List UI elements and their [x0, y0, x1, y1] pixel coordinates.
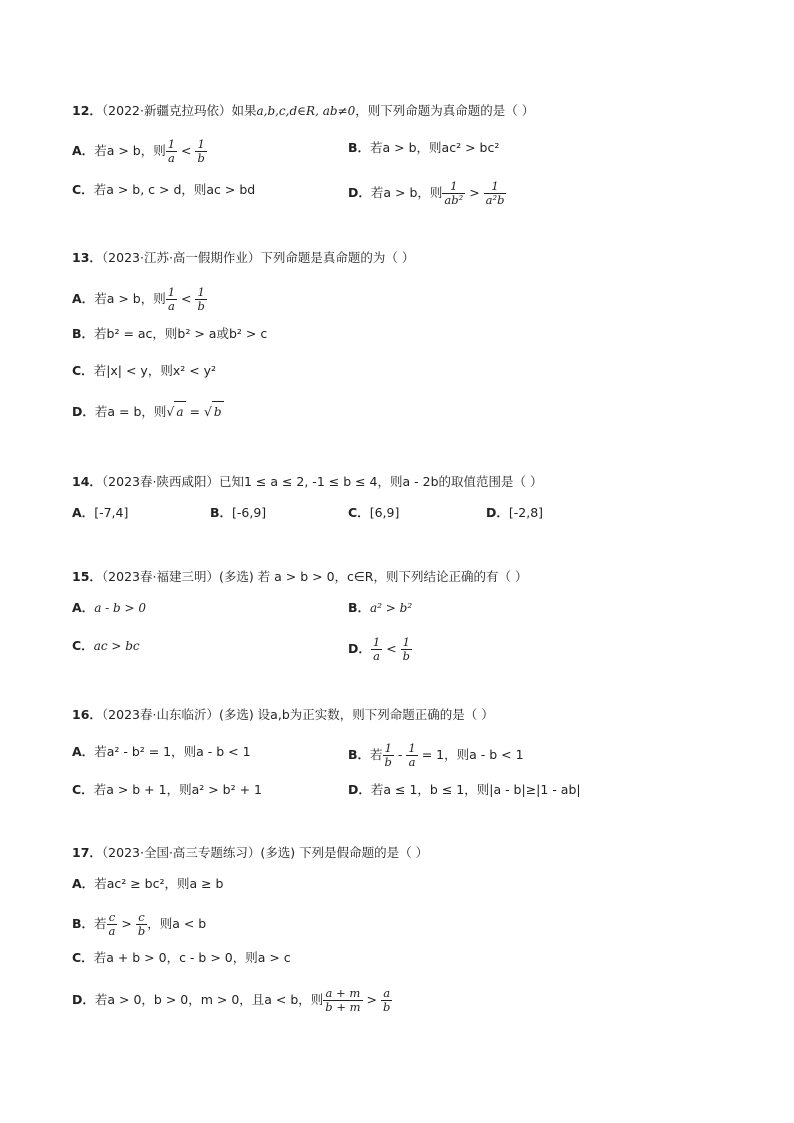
option-d[interactable]: [486, 503, 543, 523]
question-number: 14: [72, 474, 90, 489]
fraction: $\frac{1}{b}$: [384, 741, 392, 769]
option-label: C．: [72, 782, 94, 797]
option-c[interactable]: [72, 948, 291, 968]
option-text-tail: ，则a < b: [147, 916, 207, 931]
option-label: B．: [348, 600, 371, 615]
fraction: $\frac{a + m}{b + m}$: [325, 986, 361, 1014]
option-text: 若: [370, 747, 383, 762]
option-label: C．: [72, 950, 94, 965]
option-d[interactable]: [348, 180, 506, 207]
option-text: [-2,8]: [508, 505, 544, 520]
fraction: $\frac{1}{\text{a²b}}$: [485, 179, 505, 207]
option-text: 若a > b，则: [370, 185, 443, 200]
question-13: 13．（2023·江苏·高一假期作业）下列命题是真命题的为（ ）: [72, 250, 415, 265]
question-stem-tail: ，则下列命题为真命题的是（ ）: [355, 103, 535, 118]
option-c[interactable]: [72, 780, 262, 800]
fraction: $\frac{1}{a}$: [372, 635, 381, 663]
option-label: A．: [72, 600, 95, 615]
fraction: $\frac{1}{a}$: [167, 137, 176, 165]
question-stem: （2023春·山东临沂）(多选) 设a,b为正实数，则下列命题正确的是（ ）: [101, 707, 494, 722]
question-stem: （2023春·陕西咸阳）已知1 ≤ a ≤ 2, -1 ≤ b ≤ 4，则a - 2b的取值范围是（ ）: [101, 474, 543, 489]
question-number: 15: [72, 569, 90, 584]
relation: >: [362, 992, 381, 1007]
option-text: 若|x| < y，则x² < y²: [93, 363, 217, 378]
option-label: A．: [72, 291, 95, 306]
option-label: C．: [348, 505, 370, 520]
fraction: $\frac{1}{b}$: [402, 635, 411, 663]
option-b[interactable]: [348, 742, 524, 769]
relation: -: [393, 747, 407, 762]
relation: =: [185, 404, 204, 419]
option-c[interactable]: [72, 636, 140, 656]
option-text: 若a > b，则: [94, 291, 166, 306]
option-label: B．: [72, 916, 95, 931]
option-a[interactable]: [72, 503, 128, 523]
option-a[interactable]: [72, 598, 146, 618]
option-text: 若a + b > 0，c - b > 0，则a > c: [93, 950, 291, 965]
option-text: 若ac² ≥ bc²，则a ≥ b: [94, 876, 224, 891]
option-text: 若a > b，则: [94, 143, 166, 158]
question-number: 17: [72, 845, 90, 860]
question-number: 12: [72, 103, 90, 118]
option-label: B．: [348, 140, 371, 155]
option-d[interactable]: D．若a = b，则√ a = √ b: [72, 401, 224, 422]
fraction: $\frac{a}{b}$: [382, 986, 391, 1014]
option-text-tail: = 1，则a - b < 1: [417, 747, 524, 762]
option-b[interactable]: [72, 911, 206, 938]
question-stem: （2023·江苏·高一假期作业）下列命题是真命题的为（ ）: [101, 250, 415, 265]
option-text: 若a = b，则: [94, 404, 167, 419]
option-text: a - b > 0: [94, 601, 147, 615]
option-b[interactable]: [210, 503, 266, 523]
question-17: 17．（2023·全国·高三专题练习）(多选) 下列是假命题的是（ ）: [72, 845, 429, 860]
fraction: $\frac{1}{b}$: [197, 285, 205, 313]
question-number: 16: [72, 707, 90, 722]
option-label: D．: [486, 505, 509, 520]
option-b[interactable]: [348, 138, 499, 158]
option-text: [-7,4]: [94, 505, 129, 520]
option-text: a² > b²: [370, 601, 413, 615]
option-text: 若b² = ac，则b² > a或b² > c: [94, 326, 268, 341]
option-label: A．: [72, 143, 95, 158]
question-14: 14．（2023春·陕西咸阳）已知1 ≤ a ≤ 2, -1 ≤ b ≤ 4，则a - 2b的取值范围是（ ）: [72, 474, 543, 489]
option-label: D．: [348, 641, 371, 656]
fraction: $\frac{1}{a}$: [167, 285, 176, 313]
option-label: C．: [72, 638, 94, 653]
option-text: 若a > b + 1，则a² > b² + 1: [93, 782, 262, 797]
option-a[interactable]: [72, 742, 251, 762]
option-text: 若: [94, 916, 107, 931]
option-text: 若a > b, c > d，则ac > bd: [93, 182, 256, 197]
option-label: D．: [72, 992, 95, 1007]
option-label: B．: [348, 747, 371, 762]
question-16: 16．（2023春·山东临沂）(多选) 设a,b为正实数，则下列命题正确的是（ ）: [72, 707, 494, 722]
question-12: 12．（2022·新疆克拉玛依）如果a,b,c,d∈R, ab≠0，则下列命题为真命题的是（ ）: [72, 103, 535, 118]
option-label: C．: [72, 182, 94, 197]
option-d[interactable]: [348, 636, 412, 663]
question-stem: （2023·全国·高三专题练习）(多选) 下列是假命题的是（ ）: [101, 845, 429, 860]
option-b[interactable]: [348, 598, 412, 618]
question-stem: （2023春·福建三明）(多选) 若 a > b > 0，c∈R，则下列结论正确的有（ ）: [101, 569, 528, 584]
fraction: $\frac{1}{b}$: [197, 137, 205, 165]
option-label: A．: [72, 744, 95, 759]
option-text: [6,9]: [369, 505, 400, 520]
option-d[interactable]: [348, 780, 581, 800]
fraction: $\frac{1}{\text{ab²}}$: [444, 179, 464, 207]
relation: >: [117, 916, 136, 931]
option-text: 若a² - b² = 1，则a - b < 1: [94, 744, 251, 759]
fraction: $\frac{1}{a}$: [408, 741, 416, 769]
question-condition: a,b,c,d∈R, ab≠0: [256, 104, 356, 118]
question-stem: （2022·新疆克拉玛依）如果: [101, 103, 257, 118]
option-label: B．: [72, 326, 95, 341]
option-c[interactable]: [348, 503, 399, 523]
option-label: C．: [72, 363, 94, 378]
option-text: 若a > b，则ac² > bc²: [370, 140, 500, 155]
sqrt-radicand: b: [212, 401, 224, 422]
question-number: 13: [72, 250, 90, 265]
option-c[interactable]: [72, 180, 255, 200]
sqrt-radicand: a: [174, 401, 185, 422]
option-b[interactable]: [72, 324, 267, 344]
option-a[interactable]: [72, 138, 207, 165]
fraction: $\frac{c}{b}$: [137, 910, 146, 938]
option-text: 若a ≤ 1，b ≤ 1，则|a - b|≥|1 - ab|: [370, 782, 581, 797]
option-label: D．: [348, 185, 371, 200]
option-text: ac > bc: [93, 639, 140, 653]
fraction: $\frac{c}{a}$: [108, 910, 116, 938]
relation: <: [177, 291, 196, 306]
option-text: 若a > 0，b > 0，m > 0，且a < b，则: [94, 992, 324, 1007]
option-label: D．: [348, 782, 371, 797]
option-label: D．: [72, 404, 95, 419]
option-a[interactable]: [72, 286, 207, 313]
option-a[interactable]: [72, 874, 224, 894]
relation: <: [382, 641, 401, 656]
relation: >: [465, 185, 484, 200]
option-c[interactable]: [72, 361, 216, 381]
option-d[interactable]: [72, 987, 392, 1014]
question-15: 15．（2023春·福建三明）(多选) 若 a > b > 0，c∈R，则下列结论正确的有（ ）: [72, 569, 528, 584]
option-label: B．: [210, 505, 233, 520]
option-label: A．: [72, 505, 95, 520]
relation: <: [177, 143, 196, 158]
option-text: [-6,9]: [232, 505, 267, 520]
option-label: A．: [72, 876, 95, 891]
